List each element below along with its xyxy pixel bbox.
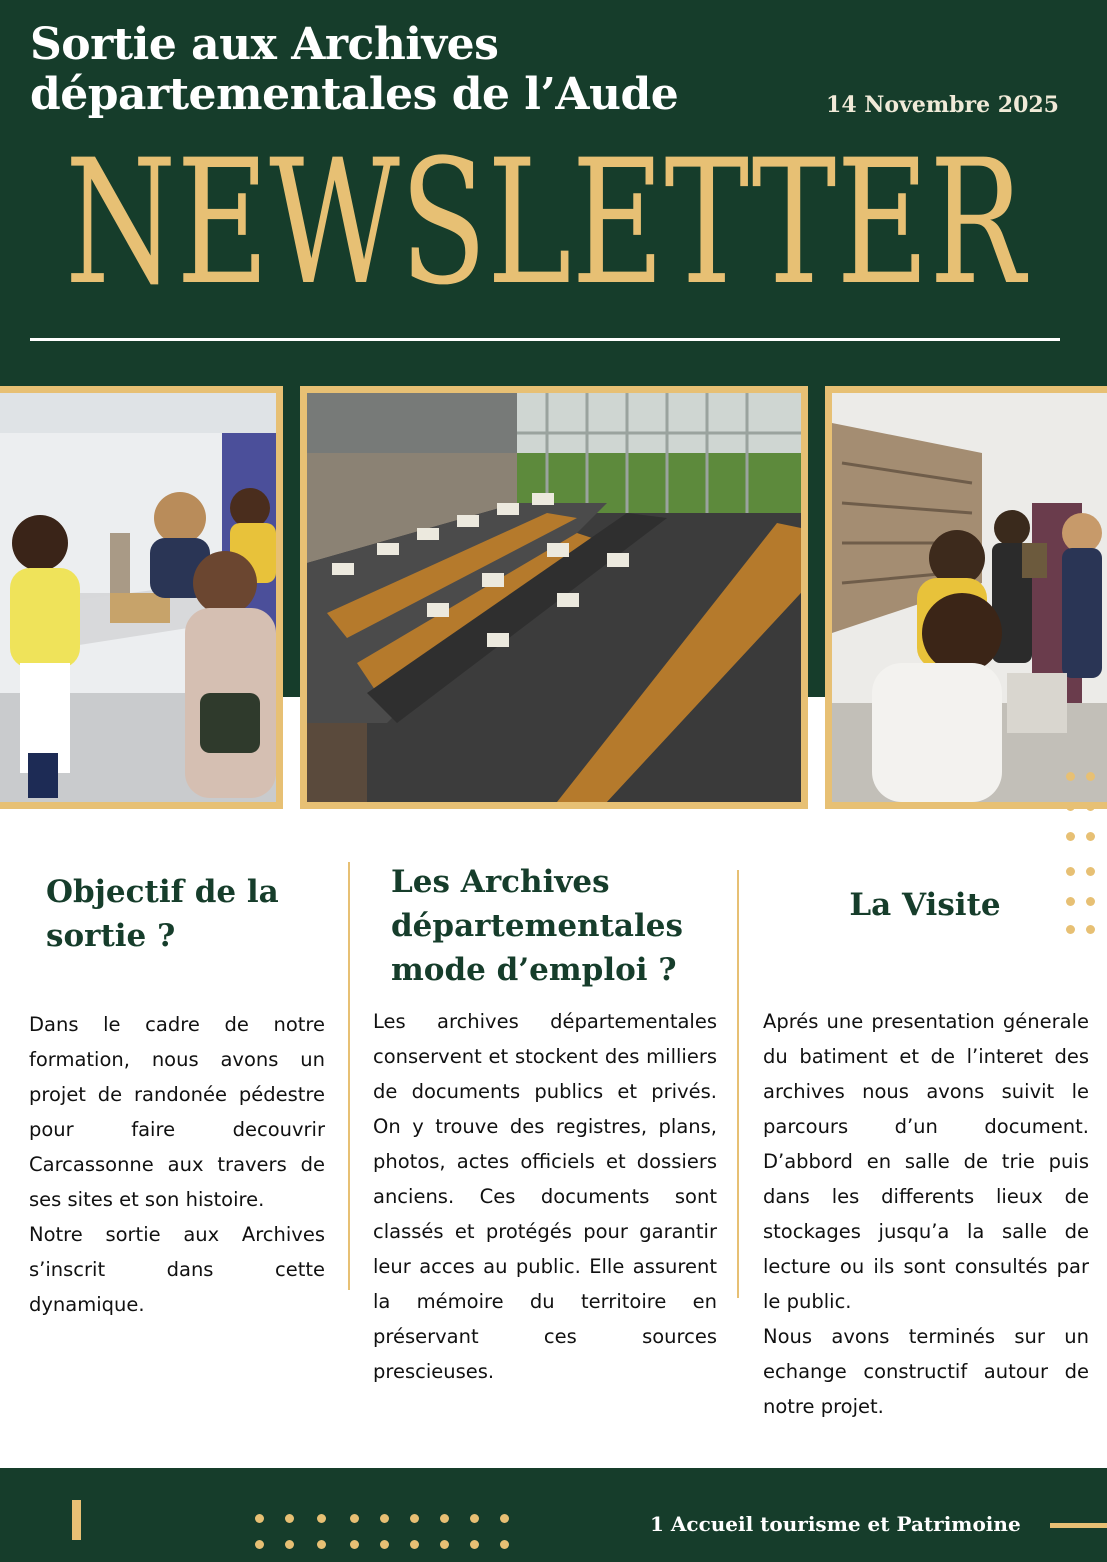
column-3-paragraph-1: Aprés une presentation génerale du batiment et de l’interet des archives nous avons suivit le parcours d’un document. D’abbord en salle de trie puis dans les differents lieux de stockages jusqu’a la salle de lecture ou ils sont consultés par le public. <box>763 1010 1089 1313</box>
photo-frame-3 <box>825 386 1107 809</box>
masthead-text: NEWSLETTER <box>65 122 1029 323</box>
newsletter-title <box>30 20 790 120</box>
footer-text: 1 Accueil tourisme et Patrimoine <box>650 1512 1021 1536</box>
newsletter-date: 14 Novembre 2025 <box>826 92 1059 118</box>
column-3-heading: La Visite <box>849 887 1001 923</box>
column-divider-2 <box>737 870 739 1298</box>
column-3-paragraph-2: Nous avons terminés sur un echange constructif autour de notre projet. <box>763 1325 1089 1418</box>
column-2-paragraph-1: Les archives départementales conservent et stockent des milliers de documents publics et privés. On y trouve des registres, plans, photos, actes officiels et dossiers anciens. Ces documents sont classés et protégés pour garantir leur acces au public. Elle assurent la mémoire du territoire en préservant ces sources prescieuses. <box>373 1010 717 1383</box>
photo-reading-room-icon <box>307 393 801 802</box>
column-1-heading: Objectif de la sortie ? <box>46 874 279 954</box>
column-1-paragraph-2: Notre sortie aux Archives s’inscrit dans cette dynamique. <box>29 1223 325 1316</box>
photo-visit-archives-storage-icon <box>832 393 1107 802</box>
column-2-text <box>373 1004 717 1389</box>
title-line-2: départementales de l’Aude <box>30 69 679 120</box>
photo-students-reading-document-icon <box>0 393 276 802</box>
photo-frame-1 <box>0 386 283 809</box>
column-divider-1 <box>348 862 350 1290</box>
footer-band <box>0 1468 1107 1562</box>
footer-accent-bar <box>72 1500 81 1540</box>
title-line-1: Sortie aux Archives <box>30 19 499 70</box>
column-1-text <box>29 1007 325 1322</box>
footer-accent-line <box>1050 1523 1107 1528</box>
column-3-text <box>763 1004 1089 1424</box>
header-rule <box>30 338 1060 341</box>
photo-frame-2 <box>300 386 808 809</box>
masthead <box>30 122 1060 323</box>
column-2-heading: Les Archives départementales mode d’emploi ? <box>391 864 683 988</box>
column-1-paragraph-1: Dans le cadre de notre formation, nous avons un projet de randonée pédestre pour faire decouvrir Carcassonne aux travers de ses sites et son histoire. <box>29 1013 325 1211</box>
decorative-dots-footer <box>255 1514 510 1550</box>
